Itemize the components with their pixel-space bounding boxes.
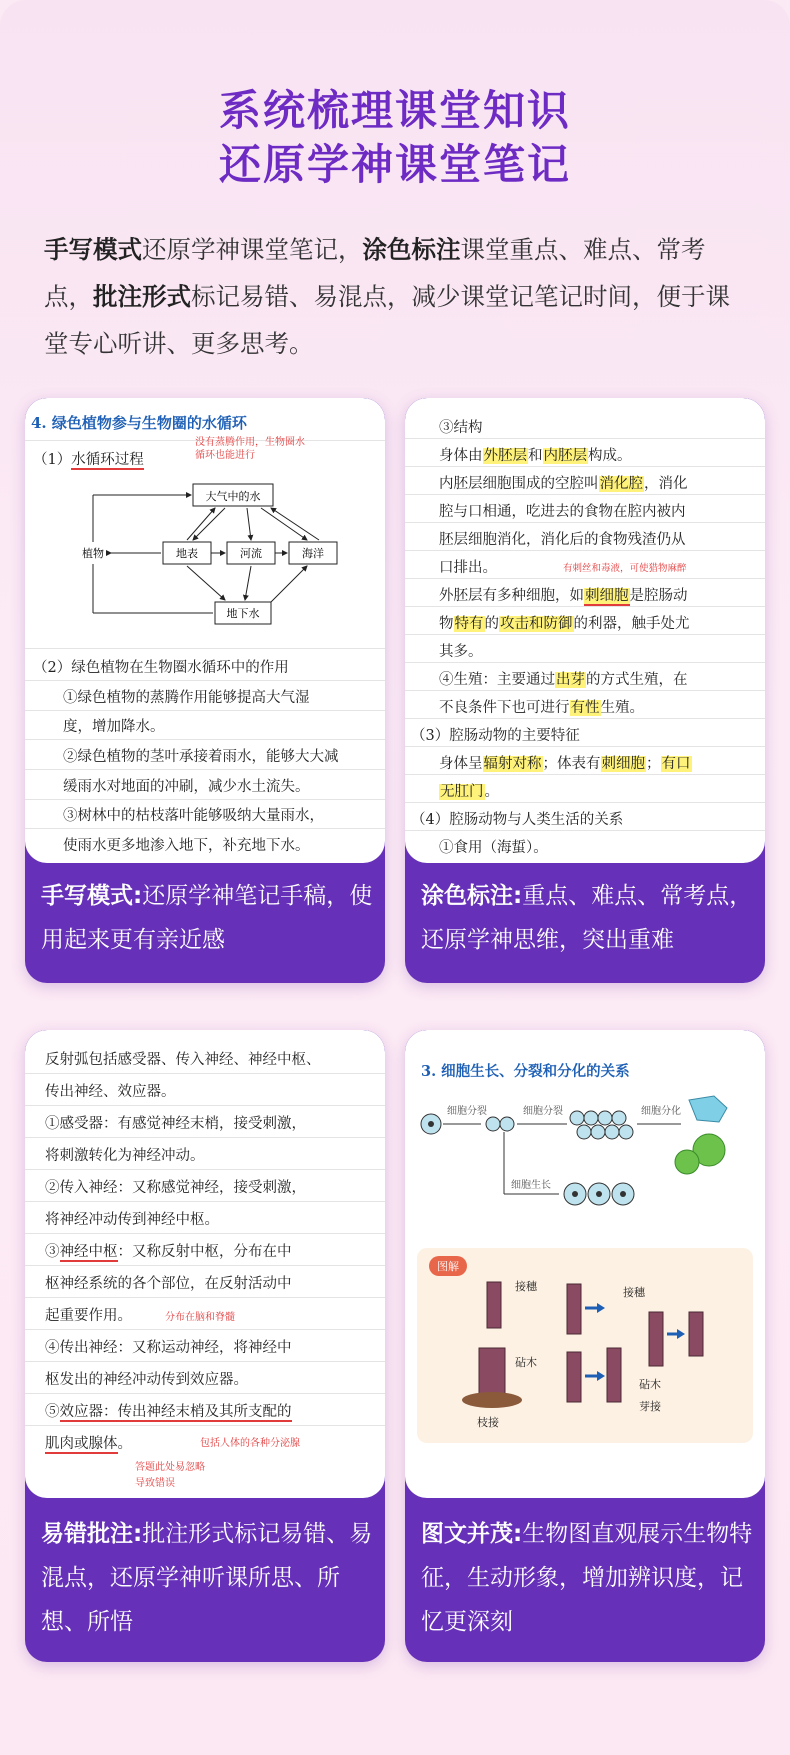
intro-text-1: 还原学神课堂笔记， bbox=[142, 235, 363, 264]
label-scion-1: 接穗 bbox=[515, 1280, 537, 1293]
note-line: 胚层细胞消化，消化后的食物残渣仍从 bbox=[439, 532, 686, 548]
grafting-diagram bbox=[417, 1248, 753, 1443]
note-line: （3）腔肠动物的主要特征 bbox=[411, 728, 580, 744]
label-bud-graft: 芽接 bbox=[639, 1400, 661, 1413]
note-line: 其多。 bbox=[439, 644, 483, 660]
node-atmosphere: 大气中的水 bbox=[205, 490, 261, 503]
note-line: ②绿色植物的茎叶承接着雨水，能够大大减 bbox=[63, 749, 339, 765]
card-caption: 涂色标注:重点、难点、常考点，还原学神思维，突出重难 bbox=[421, 883, 753, 953]
cell-division-diagram bbox=[419, 1090, 749, 1220]
node-plant: 植物 bbox=[82, 547, 104, 560]
card-caption: 图文并茂:生物图直观展示生物特征，生动形象，增加辨识度，记忆更深刻 bbox=[421, 1521, 753, 1635]
note-line: 物特有的攻击和防御的利器，触手处尤 bbox=[439, 616, 690, 632]
label-stock-1: 砧木 bbox=[515, 1356, 537, 1369]
note-annotation: 答题此处易忽略 bbox=[135, 1462, 205, 1473]
intro-bold-2: 涂色标注 bbox=[362, 235, 461, 264]
node-groundwater: 地下水 bbox=[226, 607, 260, 620]
note-line: 外胚层有多种细胞，如刺细胞是腔肠动 bbox=[439, 588, 688, 604]
note-line: 将神经冲动传到神经中枢。 bbox=[45, 1212, 219, 1228]
label-stock-2: 砧木 bbox=[639, 1378, 661, 1391]
illustration-badge: 图解 bbox=[429, 1256, 467, 1276]
label-cell-division-2: 细胞分裂 bbox=[523, 1106, 563, 1117]
intro-bold-3: 批注形式 bbox=[93, 282, 191, 311]
label-cell-differentiation: 细胞分化 bbox=[641, 1106, 681, 1117]
note-line: ③树林中的枯枝落叶能够吸纳大量雨水， bbox=[63, 808, 324, 824]
water-cycle-diagram bbox=[75, 480, 355, 630]
note-line: 度，增加降水。 bbox=[63, 719, 165, 735]
grafting-illustration-panel bbox=[417, 1248, 753, 1443]
note-image-coelenterate bbox=[405, 398, 765, 863]
label-scion-2: 接穗 bbox=[623, 1286, 645, 1299]
note-subheading-2: （2）绿色植物在生物圈水循环中的作用 bbox=[33, 660, 289, 676]
note-line: ②传入神经：又称感觉神经，接受刺激， bbox=[45, 1180, 306, 1196]
note-line: 反射弧包括感受器、传入神经、神经中枢、 bbox=[45, 1052, 321, 1068]
note-line: ③结构 bbox=[439, 420, 483, 436]
note-annotation: 没有蒸腾作用，生物圈水循环也能进行 bbox=[195, 437, 305, 461]
node-ocean: 海洋 bbox=[302, 547, 324, 560]
note-line: 肌肉或腺体。 bbox=[45, 1436, 132, 1452]
note-line: 使雨水更多地渗入地下，补充地下水。 bbox=[63, 838, 310, 854]
card-caption: 手写模式:还原学神笔记手稿，使用起来更有亲近感 bbox=[41, 883, 373, 953]
feature-card-illustrated bbox=[405, 1030, 765, 1662]
node-river: 河流 bbox=[240, 547, 262, 560]
note-line: 身体呈辐射对称；体表有刺细胞；有口 bbox=[439, 756, 691, 772]
note-annotation: 分布在脑和脊髓 bbox=[165, 1312, 235, 1323]
note-line: ④生殖：主要通过出芽的方式生殖，在 bbox=[439, 672, 688, 688]
note-line: 缓雨水对地面的冲刷，减少水土流失。 bbox=[63, 779, 310, 795]
note-line: ④传出神经：又称运动神经，将神经中 bbox=[45, 1340, 292, 1356]
note-image-cell-graft bbox=[405, 1030, 765, 1498]
note-line: 腔与口相通，吃进去的食物在腔内被内 bbox=[439, 504, 686, 520]
note-annotation: 导致错误 bbox=[135, 1478, 175, 1489]
note-line: （4）腔肠动物与人类生活的关系 bbox=[411, 812, 624, 828]
note-image-water-cycle bbox=[25, 398, 385, 863]
note-heading: 3. 细胞生长、分裂和分化的关系 bbox=[421, 1063, 630, 1080]
node-surface: 地表 bbox=[176, 547, 198, 560]
page-title-line-1: 系统梳理课堂知识 bbox=[218, 86, 571, 135]
label-branch-graft: 枝接 bbox=[477, 1416, 499, 1429]
note-line: 身体由外胚层和内胚层构成。 bbox=[439, 448, 632, 464]
note-heading: 4. 绿色植物参与生物圈的水循环 bbox=[31, 414, 247, 432]
label-cell-growth: 细胞生长 bbox=[511, 1180, 551, 1191]
feature-card-handwriting bbox=[25, 398, 385, 983]
note-image-reflex-arc bbox=[25, 1030, 385, 1498]
label-cell-division-1: 细胞分裂 bbox=[447, 1106, 487, 1117]
note-line: 传出神经、效应器。 bbox=[45, 1084, 176, 1100]
feature-card-error-annotation bbox=[25, 1030, 385, 1662]
note-line: ①绿色植物的蒸腾作用能够提高大气湿 bbox=[63, 690, 310, 706]
note-line: 枢发出的神经冲动传到效应器。 bbox=[45, 1372, 248, 1388]
note-line: ①食用（海蜇）。 bbox=[439, 840, 548, 856]
note-line: 不良条件下也可进行有性生殖。 bbox=[439, 700, 644, 716]
note-annotation: 包括人体的各种分泌腺 bbox=[200, 1438, 300, 1449]
note-line: 枢神经系统的各个部位，在反射活动中 bbox=[45, 1276, 292, 1292]
feature-card-color-marking bbox=[405, 398, 765, 983]
note-subheading-1: （1）水循环过程 bbox=[33, 452, 144, 468]
note-line: ⑤效应器：传出神经末梢及其所支配的 bbox=[45, 1404, 292, 1420]
note-line: 口排出。 bbox=[439, 560, 497, 576]
page-title-line-2: 还原学神课堂笔记 bbox=[218, 140, 571, 189]
note-line: ①感受器：有感觉神经末梢，接受刺激， bbox=[45, 1116, 306, 1132]
intro-paragraph bbox=[44, 226, 744, 367]
intro-bold-1: 手写模式 bbox=[44, 235, 142, 264]
card-caption: 易错批注:批注形式标记易错、易混点，还原学神听课所思、所想、所悟 bbox=[41, 1521, 373, 1635]
note-annotation: 有刺丝和毒液，可使猎物麻醉 bbox=[563, 563, 687, 574]
note-line: 内胚层细胞围成的空腔叫消化腔，消化 bbox=[439, 476, 688, 492]
intro-text-3: 标记易错、易混点，减少课堂记笔记时间，便于课堂专心听讲、更多思考。 bbox=[44, 282, 730, 358]
note-line: 起重要作用。 bbox=[45, 1308, 132, 1324]
intro-text-2: 课堂重点、难点、常考点， bbox=[44, 235, 706, 311]
note-line: ③神经中枢：又称反射中枢，分布在中 bbox=[45, 1244, 292, 1260]
note-line: 将刺激转化为神经冲动。 bbox=[45, 1148, 205, 1164]
note-line: 无肛门。 bbox=[440, 784, 499, 800]
